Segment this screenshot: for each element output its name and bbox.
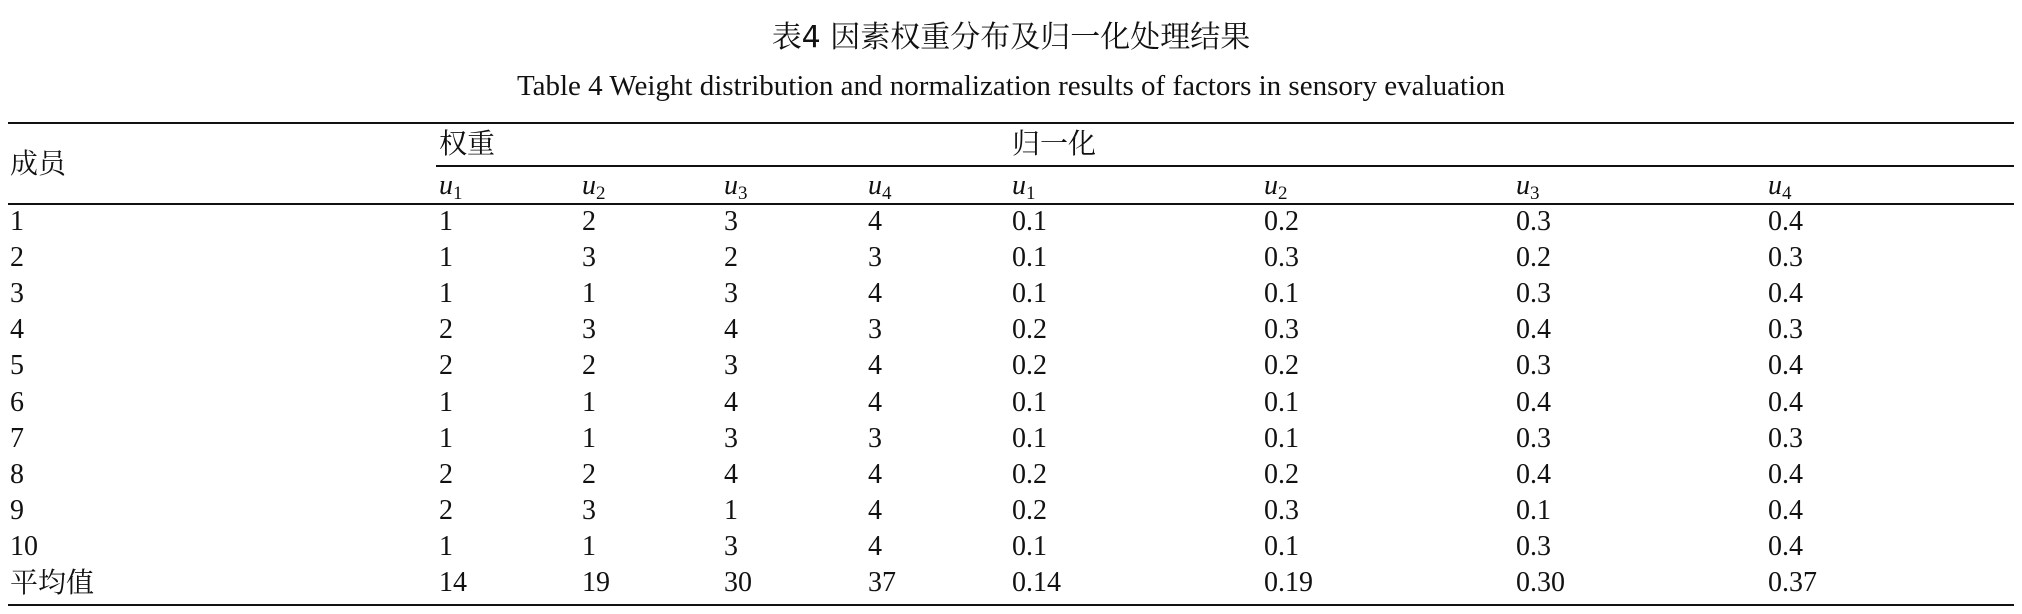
value-cell: 4 (868, 206, 882, 237)
subcolumn-header (1768, 169, 1792, 203)
top-rule (8, 122, 2014, 124)
subcolumn-variable: u (1264, 170, 1278, 201)
subcolumn-index: 1 (453, 183, 463, 204)
value-cell: 2 (582, 206, 596, 237)
group-rule (436, 165, 2014, 167)
value-cell: 0.2 (1264, 206, 1299, 237)
value-cell: 0.1 (1012, 206, 1047, 237)
subcolumn-header (439, 169, 463, 203)
subcolumn-index: 3 (1530, 183, 1540, 204)
subcolumn-index: 3 (738, 183, 748, 204)
subcolumn-index: 2 (596, 183, 606, 204)
value-cell: 3 (582, 495, 596, 526)
value-cell: 0.1 (1264, 387, 1299, 418)
value-cell: 0.3 (1264, 314, 1299, 345)
member-cell: 1 (10, 206, 24, 237)
value-cell: 0.3 (1264, 242, 1299, 273)
value-cell: 0.1 (1012, 387, 1047, 418)
value-cell: 0.2 (1012, 459, 1047, 490)
value-cell: 2 (439, 350, 453, 381)
value-cell: 1 (439, 387, 453, 418)
header-bottom-rule (8, 203, 2014, 205)
value-cell: 0.2 (1516, 242, 1551, 273)
subcolumn-variable: u (724, 170, 738, 201)
value-cell: 0.4 (1516, 314, 1551, 345)
value-cell: 0.3 (1516, 423, 1551, 454)
member-cell: 10 (10, 531, 38, 562)
subcolumn-variable: u (868, 170, 882, 201)
subcolumn-header (1264, 169, 1288, 203)
subcolumn-index: 4 (882, 183, 892, 204)
value-cell: 0.3 (1768, 314, 1803, 345)
value-cell: 1 (439, 531, 453, 562)
value-cell: 3 (868, 314, 882, 345)
value-cell: 0.3 (1768, 242, 1803, 273)
subcolumn-index: 1 (1026, 183, 1036, 204)
value-cell: 0.1 (1012, 531, 1047, 562)
value-cell: 0.3 (1264, 495, 1299, 526)
value-cell: 0.4 (1768, 387, 1803, 418)
subcolumn-header (1516, 169, 1540, 203)
weight-group-header: 权重 (439, 127, 496, 160)
value-cell: 0.2 (1264, 350, 1299, 381)
subcolumn-index: 4 (1782, 183, 1792, 204)
value-cell: 0.4 (1768, 206, 1803, 237)
value-cell: 3 (724, 423, 738, 454)
value-cell: 0.30 (1516, 567, 1565, 598)
member-cell: 5 (10, 350, 24, 381)
value-cell: 0.14 (1012, 567, 1061, 598)
value-cell: 0.4 (1768, 278, 1803, 309)
value-cell: 0.19 (1264, 567, 1313, 598)
value-cell: 1 (439, 278, 453, 309)
value-cell: 4 (724, 459, 738, 490)
bottom-rule (8, 604, 2014, 606)
value-cell: 0.1 (1264, 423, 1299, 454)
value-cell: 19 (582, 567, 610, 598)
value-cell: 0.4 (1768, 459, 1803, 490)
value-cell: 1 (582, 531, 596, 562)
value-cell: 0.4 (1768, 350, 1803, 381)
value-cell: 1 (439, 242, 453, 273)
value-cell: 4 (868, 387, 882, 418)
member-cell: 平均值 (10, 566, 95, 599)
value-cell: 2 (582, 459, 596, 490)
value-cell: 0.2 (1012, 350, 1047, 381)
value-cell: 0.3 (1768, 423, 1803, 454)
value-cell: 0.1 (1264, 531, 1299, 562)
value-cell: 4 (868, 278, 882, 309)
value-cell: 0.1 (1012, 423, 1047, 454)
value-cell: 1 (439, 206, 453, 237)
value-cell: 3 (582, 314, 596, 345)
value-cell: 1 (582, 278, 596, 309)
value-cell: 3 (724, 206, 738, 237)
value-cell: 0.1 (1264, 278, 1299, 309)
value-cell: 3 (868, 242, 882, 273)
normalized-group-header: 归一化 (1012, 127, 1097, 160)
value-cell: 0.3 (1516, 278, 1551, 309)
subcolumn-variable: u (1516, 170, 1530, 201)
value-cell: 30 (724, 567, 752, 598)
member-cell: 6 (10, 387, 24, 418)
subcolumn-variable: u (1012, 170, 1026, 201)
table-title-chinese: 表4 因素权重分布及归一化处理结果 (771, 20, 1251, 55)
subcolumn-variable: u (1768, 170, 1782, 201)
member-cell: 9 (10, 495, 24, 526)
value-cell: 1 (724, 495, 738, 526)
member-cell: 8 (10, 459, 24, 490)
value-cell: 4 (724, 314, 738, 345)
value-cell: 0.2 (1012, 495, 1047, 526)
value-cell: 4 (868, 531, 882, 562)
value-cell: 0.4 (1768, 531, 1803, 562)
value-cell: 14 (439, 567, 467, 598)
value-cell: 3 (724, 531, 738, 562)
value-cell: 4 (868, 350, 882, 381)
value-cell: 37 (868, 567, 896, 598)
subcolumn-header (582, 169, 606, 203)
value-cell: 0.3 (1516, 350, 1551, 381)
value-cell: 0.2 (1264, 459, 1299, 490)
value-cell: 2 (724, 242, 738, 273)
value-cell: 0.4 (1768, 495, 1803, 526)
value-cell: 0.37 (1768, 567, 1817, 598)
value-cell: 0.2 (1012, 314, 1047, 345)
value-cell: 0.4 (1516, 387, 1551, 418)
value-cell: 2 (439, 495, 453, 526)
subcolumn-header (724, 169, 748, 203)
table-title-english: Table 4 Weight distribution and normalization results of factors in sensory evaluation (516, 70, 1506, 102)
value-cell: 3 (724, 350, 738, 381)
value-cell: 4 (868, 495, 882, 526)
value-cell: 4 (724, 387, 738, 418)
subcolumn-header (868, 169, 892, 203)
value-cell: 3 (868, 423, 882, 454)
value-cell: 1 (439, 423, 453, 454)
value-cell: 1 (582, 387, 596, 418)
value-cell: 3 (724, 278, 738, 309)
value-cell: 0.4 (1516, 459, 1551, 490)
value-cell: 1 (582, 423, 596, 454)
value-cell: 2 (439, 314, 453, 345)
member-column-header: 成员 (10, 147, 67, 180)
subcolumn-variable: u (439, 170, 453, 201)
value-cell: 2 (582, 350, 596, 381)
subcolumn-variable: u (582, 170, 596, 201)
subcolumn-index: 2 (1278, 183, 1288, 204)
member-cell: 4 (10, 314, 24, 345)
member-cell: 7 (10, 423, 24, 454)
value-cell: 0.1 (1012, 278, 1047, 309)
value-cell: 0.1 (1012, 242, 1047, 273)
value-cell: 2 (439, 459, 453, 490)
value-cell: 0.3 (1516, 206, 1551, 237)
value-cell: 4 (868, 459, 882, 490)
value-cell: 0.1 (1516, 495, 1551, 526)
value-cell: 3 (582, 242, 596, 273)
value-cell: 0.3 (1516, 531, 1551, 562)
member-cell: 2 (10, 242, 24, 273)
member-cell: 3 (10, 278, 24, 309)
subcolumn-header (1012, 169, 1036, 203)
